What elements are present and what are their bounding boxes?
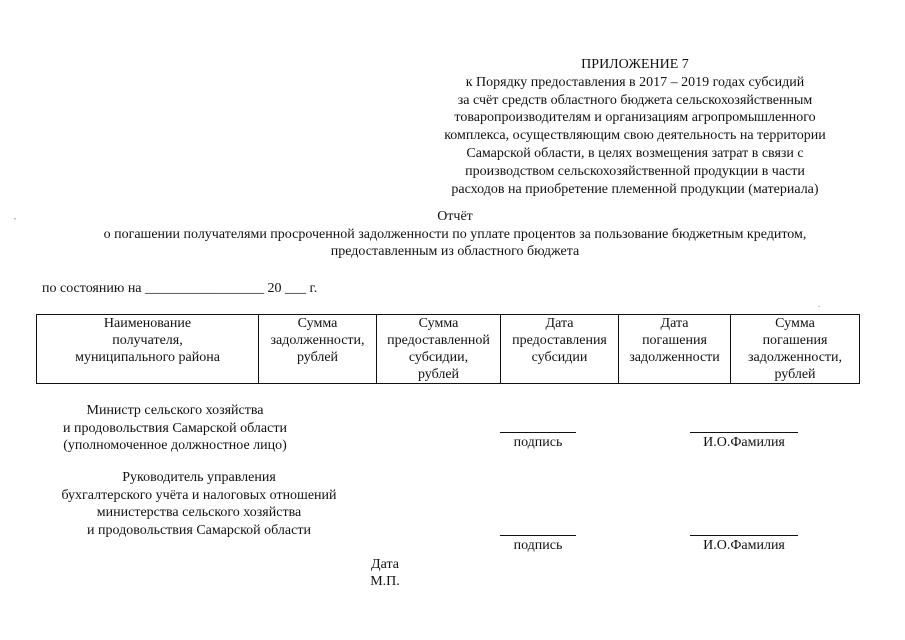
name-label: И.О.Фамилия xyxy=(703,435,785,450)
name-label: И.О.Фамилия xyxy=(703,538,785,553)
report-heading: Отчёт xyxy=(437,209,473,224)
signature-label: подпись xyxy=(513,435,563,450)
signature-label: подпись xyxy=(513,538,563,553)
minister-signature-title: Министр сельского хозяйства и продовольствия Самарской области (уполномоченное должностное лицо) xyxy=(63,403,287,453)
scan-mark: , xyxy=(14,212,16,221)
report-subtitle: предоставленным из областного бюджета xyxy=(330,244,580,260)
as-of-date-line: по состоянию на _________________ 20 ___ г. xyxy=(42,281,318,296)
header-debt-amount: Сумма задолженности, рублей xyxy=(259,315,377,384)
appendix-line: расходов на приобретение племенной продукции (материала) xyxy=(451,181,819,197)
date-stamp-block xyxy=(340,556,430,590)
accounting-head-signature-title: Руководитель управления бухгалтерского учёта и налоговых отношений министерства сельского хозяйства и продовольствия Самарской области xyxy=(61,470,337,538)
appendix-line: за счёт средств областного бюджета сельскохозяйственным xyxy=(457,92,813,108)
appendix-header xyxy=(415,56,855,198)
appendix-line: к Порядку предоставления в 2017 – 2019 годах субсидий xyxy=(465,74,805,90)
appendix-line: Самарской области, в целях возмещения затрат в связи с xyxy=(466,145,804,161)
appendix-title: ПРИЛОЖЕНИЕ 7 xyxy=(581,57,689,72)
date-label: Дата xyxy=(371,557,399,572)
report-subtitle: о погашении получателями просроченной задолженности по уплате процентов за пользование бюджетным кредитом, xyxy=(103,226,807,242)
signature-line xyxy=(500,535,576,536)
appendix-line: комплекса, осуществляющим свою деятельность на территории xyxy=(444,128,826,144)
appendix-line: производством сельскохозяйственной продукции в части xyxy=(465,163,805,179)
appendix-line: товаропроизводителям и организациям агропромышленного xyxy=(454,110,816,126)
header-subsidy-date: Дата предоставления субсидии xyxy=(501,315,619,384)
report-table xyxy=(36,314,860,384)
table-header-row xyxy=(37,315,860,384)
scan-mark: . xyxy=(818,300,820,309)
report-title xyxy=(30,208,880,261)
header-recipient-name: Наименование получателя, муниципального района xyxy=(37,315,259,384)
name-line xyxy=(690,432,798,433)
header-repayment-date: Дата погашения задолженности xyxy=(619,315,731,384)
header-repayment-amount: Сумма погашения задолженности, рублей xyxy=(731,315,860,384)
name-line xyxy=(690,535,798,536)
seal-label: М.П. xyxy=(370,574,400,589)
header-subsidy-amount: Сумма предоставленной субсидии, рублей xyxy=(377,315,501,384)
signature-line xyxy=(500,432,576,433)
